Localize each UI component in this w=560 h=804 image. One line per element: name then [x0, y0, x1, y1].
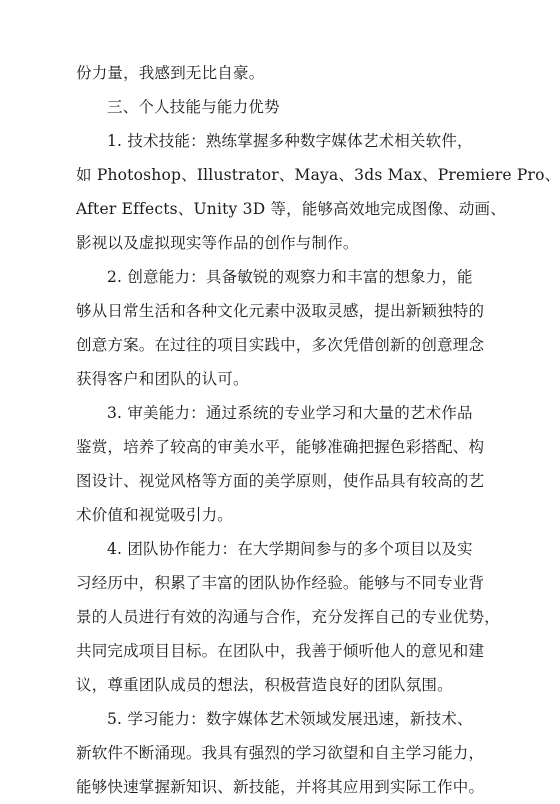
paragraph-creative-line-1: 2. 创意能力：具备敏锐的观察力和丰富的想象力，能	[107, 268, 473, 286]
paragraph-learning-line-2: 新软件不断涌现。我具有强烈的学习欲望和自主学习能力，	[76, 744, 485, 762]
intro-tail-line: 份力量，我感到无比自豪。	[76, 64, 265, 82]
paragraph-technical-line-1: 1. 技术技能：熟练掌握多种数字媒体艺术相关软件，	[107, 132, 473, 150]
paragraph-aesthetic-line-1: 3. 审美能力：通过系统的专业学习和大量的艺术作品	[107, 404, 473, 422]
section-heading: 三、个人技能与能力优势	[107, 98, 280, 116]
paragraph-creative-line-3: 创意方案。在过往的项目实践中，多次凭借创新的创意理念	[76, 336, 485, 354]
paragraph-aesthetic-line-2: 鉴赏，培养了较高的审美水平，能够准确把握色彩搭配、构	[76, 438, 485, 456]
paragraph-teamwork-line-1: 4. 团队协作能力：在大学期间参与的多个项目以及实	[107, 540, 473, 558]
paragraph-technical-line-4: 影视以及虚拟现实等作品的创作与制作。	[76, 234, 359, 252]
paragraph-technical-line-3: After Effects、Unity 3D 等，能够高效地完成图像、动画、	[76, 200, 506, 218]
paragraph-creative-line-4: 获得客户和团队的认可。	[76, 370, 249, 388]
paragraph-technical-line-2: 如 Photoshop、Illustrator、Maya、3ds Max、Premiere Pro、	[76, 166, 560, 184]
paragraph-teamwork-line-4: 共同完成项目目标。在团队中，我善于倾听他人的意见和建	[76, 642, 485, 660]
paragraph-teamwork-line-3: 景的人员进行有效的沟通与合作，充分发挥自己的专业优势，	[76, 608, 500, 626]
paragraph-learning-line-3: 能够快速掌握新知识、新技能，并将其应用到实际工作中。	[76, 778, 485, 796]
paragraph-aesthetic-line-4: 术价值和视觉吸引力。	[76, 506, 234, 524]
paragraph-teamwork-line-2: 习经历中，积累了丰富的团队协作经验。能够与不同专业背	[76, 574, 485, 592]
paragraph-teamwork-line-5: 议，尊重团队成员的想法，积极营造良好的团队氛围。	[76, 676, 453, 694]
paragraph-learning-line-1: 5. 学习能力：数字媒体艺术领域发展迅速，新技术、	[107, 710, 473, 728]
document-body	[76, 56, 560, 804]
paragraph-aesthetic-line-3: 图设计、视觉风格等方面的美学原则，使作品具有较高的艺	[76, 472, 485, 490]
paragraph-creative-line-2: 够从日常生活和各种文化元素中汲取灵感，提出新颖独特的	[76, 302, 485, 320]
